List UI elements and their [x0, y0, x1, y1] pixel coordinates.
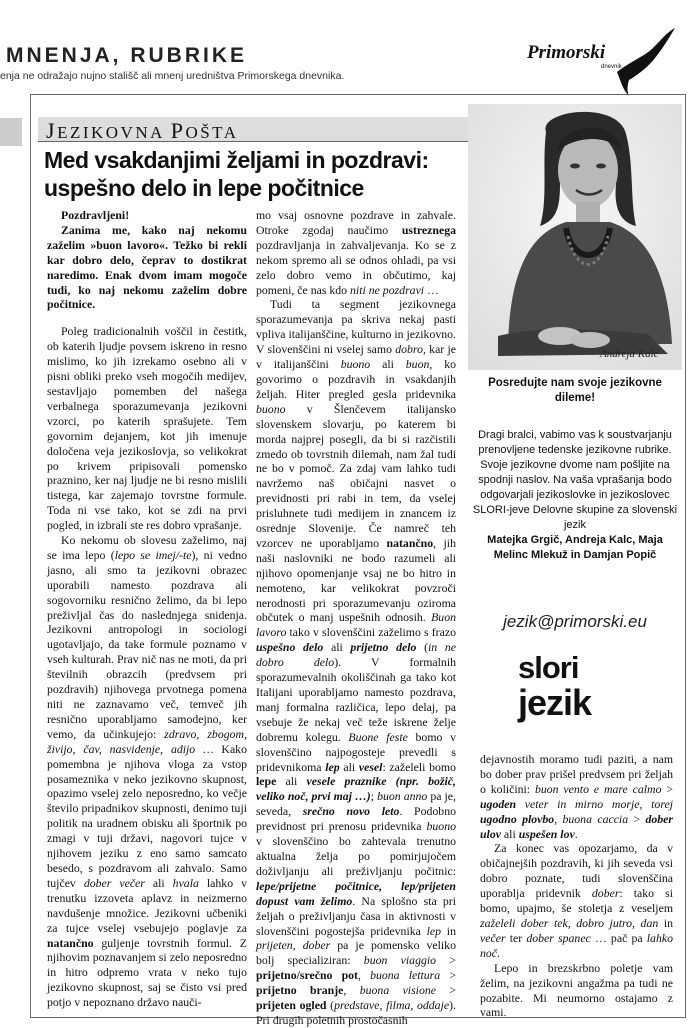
greeting: Pozdravljeni! — [61, 208, 130, 222]
headline — [44, 146, 484, 202]
paragraph: Za konec vas opozarjamo, da v običajnejših pozdravih, ki jih seveda vsi dobro poznate, tudi slovenščina uporablja pridevnik dober: tako si bomo, upajmo, še stoletja z veseljem zaželeli dober tek, dobro jutro, dan in večer ter dober spanec … pač pa lahko noč. — [480, 841, 673, 960]
paragraph: dejavnostih moramo tudi paziti, a nam bo dober prav prišel predvsem pri željah o količini: buon vento e mare calmo > ugoden veter in mirno morje, torej ugodno plovbo, buona caccia > dober ulov ali uspešen lov. — [480, 752, 674, 841]
contact-email: jezik@primorski.eu — [503, 612, 647, 631]
sidebar-body: Dragi bralci, vabimo vas k soustvarjanju prenovljene tedenske jezikovne rubrike. Svoje jezikovne dvome nam pošljite na spodnji naslov. Na vaša vprašanja bodo odgovarjali jezikoslovke in jezikoslovec SLORI-jeve Delovne skupine za slovenski jezik — [472, 429, 678, 531]
reader-question: Zanima me, kako naj nekomu zaželim »buon lavoro«. Težko bi rekli kar dobro delo, čeprav to dostikrat naredimo. Enak dvom imam mogoče tudi, ko naj nekomu zaželim dobre počitnice. — [47, 222, 247, 312]
portrait-illustration — [468, 104, 682, 370]
primorski-logo — [527, 26, 677, 96]
article-column-1 — [47, 208, 247, 1010]
article-column-3 — [480, 752, 673, 1020]
sidebar-box — [470, 370, 680, 563]
paragraph: mo vsaj osnovne pozdrave in zahvale. Otroke zgodaj naučimo ustreznega pozdravljanja in zahvaljevanja. Ko se z nekom spremo ali se odnos ohladi, pa vsi zelo dobro vemo in občutimo, kaj pomeni, če nas kdo niti ne pozdravi … — [256, 208, 456, 297]
disclaimer: enja ne odražajo nujno stališč ali mnenj uredništva Primorskega dnevnika. — [0, 70, 345, 82]
closing-paragraph: Lepo in brezskrbno poletje vam želim, na jezikovni angažma pa tudi ne pozabite. Mi neumorno ostajamo z vami. — [480, 960, 673, 1020]
rubric-title: JEZIKOVNA POŠTA — [46, 118, 239, 143]
article-column-2 — [256, 208, 456, 1028]
slori-logo-top: slori — [518, 650, 579, 685]
photo-caption: Andreja Kalc — [600, 348, 659, 360]
slori-jezik-logo — [510, 650, 630, 730]
logo-small: dnevnik — [601, 64, 622, 70]
slori-logo-bottom: jezik — [518, 682, 592, 723]
headline-line-2: uspešno delo in lepe počitnice — [44, 175, 364, 201]
seagull-icon — [615, 26, 677, 96]
author-photo — [468, 104, 682, 370]
headline-line-1: Med vsakdanjimi željami in pozdravi: — [44, 147, 429, 173]
paragraph: Poleg tradicionalnih voščil in čestitk, ob katerih ljudje povsem iskreno in resno mislimo, ko jih izrekamo osebno ali v pisni obliki preko vseh mogočih medijev, sestavljajo pomemben del našega verbalnega sporazumevanja jezikovni vzorci, po katerih sprašujete. Tem govornim dejanjem, kot jih imenuje določena veja jezikoslovja, so velikokrat po krivem pripisovali pomensko praznino, ker naj ljudje ne bi resno mislili tistega, kar zajemajo tovrstne formule. Toda ni vse tako, kot se zdi na prvi pogled, in izbrali ste res dobro vprašanje. — [47, 324, 247, 533]
logo-text: Primorski — [527, 42, 606, 63]
section-title: MNENJA, RUBRIKE — [6, 44, 248, 67]
margin-strip — [0, 118, 22, 146]
paragraph: Tudi ta segment jezikovnega sporazumevanja pa skriva nekaj pasti vpliva italijanščine, kulturno in jezikovno. V slovenščini ni vselej samo dobro, kar je v italijanščini buono ali buon, ko govorimo o pozdravih in vsakdanjih željah. Hiter pregled gesla pridevnika buono v Šlenčevem italijansko slovenskem slovarju, po katerem bi morda najprej posegli, da bi si razčistili zmedo ob tovrstnih dilemah, nam žal tudi ne bo v pomoč. Za zdaj vam lahko tudi navržemo naš običajni nasvet o previdnosti pri rabi in tem, da vselej prisluhnete tudi medijem in znancem iz osrednje Slovenije. Če namreč teh vzorcev ne uporabljamo natančno, jih naši naslovniki ne bodo razumeli ali njihovo opomenjanje vsaj ne bo hitro in nemoteno, kar velikokrat povzroči nerodnosti pri sporazumevanju oziroma občutek o manj uspešnih odnosih. Buon lavoro tako v slovenščini zaželimo s frazo uspešno delo ali prijetno delo (in ne dobro delo). V formalnih sporazumevalnih okoliščinah ga tako kot Italijani uporabljamo namesto pozdrava, manj formalna različica, lepo delaj, pa vsebuje že nekaj več teže iskrene želje dobremu kolegu. Buone feste bomo v slovenščino najpogosteje prevedli s pridevnikoma lep ali vesel: zaželeli bomo lepe ali vesele praznike (npr. božič, veliko noč, prvi maj …); buon anno pa je, seveda, srečno novo leto. Podobno previdnost pri prenosu pridevnika buono v slovenščino bo zahtevala trenutno aktualna želja po pomirjujočem doživljanju ali preživljanju počitnic: lepe/prijetne počitnice, lep/prijeten dopust vam želimo. Na splošno sta pri željah o preživljanju časa in aktivnosti v slovenščini pogostejša pridevnika lep in prijeten, dober pa je pomensko veliko bolj specializiran: buon viaggio > prijetno/srečno pot, buona lettura > prijetno branje, buona visione > prijeten ogled (predstave, filma, oddaje). Pri drugih poletnih prostočasnih — [256, 297, 457, 1027]
paragraph: Ko nekomu ob slovesu zaželimo, naj se ima lepo (lepo se imej/-te), ni vedno jasno, ali smo ta jezikovni obrazec uporabili namesto pozdrava ali sogovorniku resnično želimo, da bi lepo preživljal čas do naslednjega snidenja. Jezikovni antropologi in sociologi ugotavljajo, da take formule poznamo v vseh kulturah. Prav nič nas ne moti, da pri številnih obrazcih (predvsem pri pozdravih) njihovega prvotnega pomena niti ne zaznavamo več, temveč jih resnično uporabljamo samodejno, ker vemo, da učinkujejo: zdravo, zbogom, živijo, čav, nasvidenje, adijo … Kako pomembna je njihova vloga za vstop posameznika v neko jezikovno skupnost, opazimo vselej zelo neposredno, ko večje število pripadnikov skupnosti, denimo tuji politik na uradnem obisku ali športnik po zmagi v tuji državi, nagovori tujce v njihovem jeziku z eno samo samcato besedo, s pozdravom ali zahvalo. Samo tujčev dober večer ali hvala lahko v trenutku izzoveta aplavz in neizmerno navdušenje množice. Jezikovni učbeniki za tujce vselej vsebujejo poglavje za natančno guljenje tovrstnih formul. Z njihovim poznavanjem si zelo neposredno in hitro odpremo vrata v neko tujo jezikovno skupnost, saj se čisto vsi pred potjo v nepoznano državo nauči- — [47, 533, 247, 1010]
sidebar-names: Matejka Grgič, Andreja Kalc, Maja Melinc Mlekuž in Damjan Popič — [487, 534, 663, 561]
sidebar-heading: Posredujte nam svoje jezikovne dileme! — [488, 377, 662, 404]
